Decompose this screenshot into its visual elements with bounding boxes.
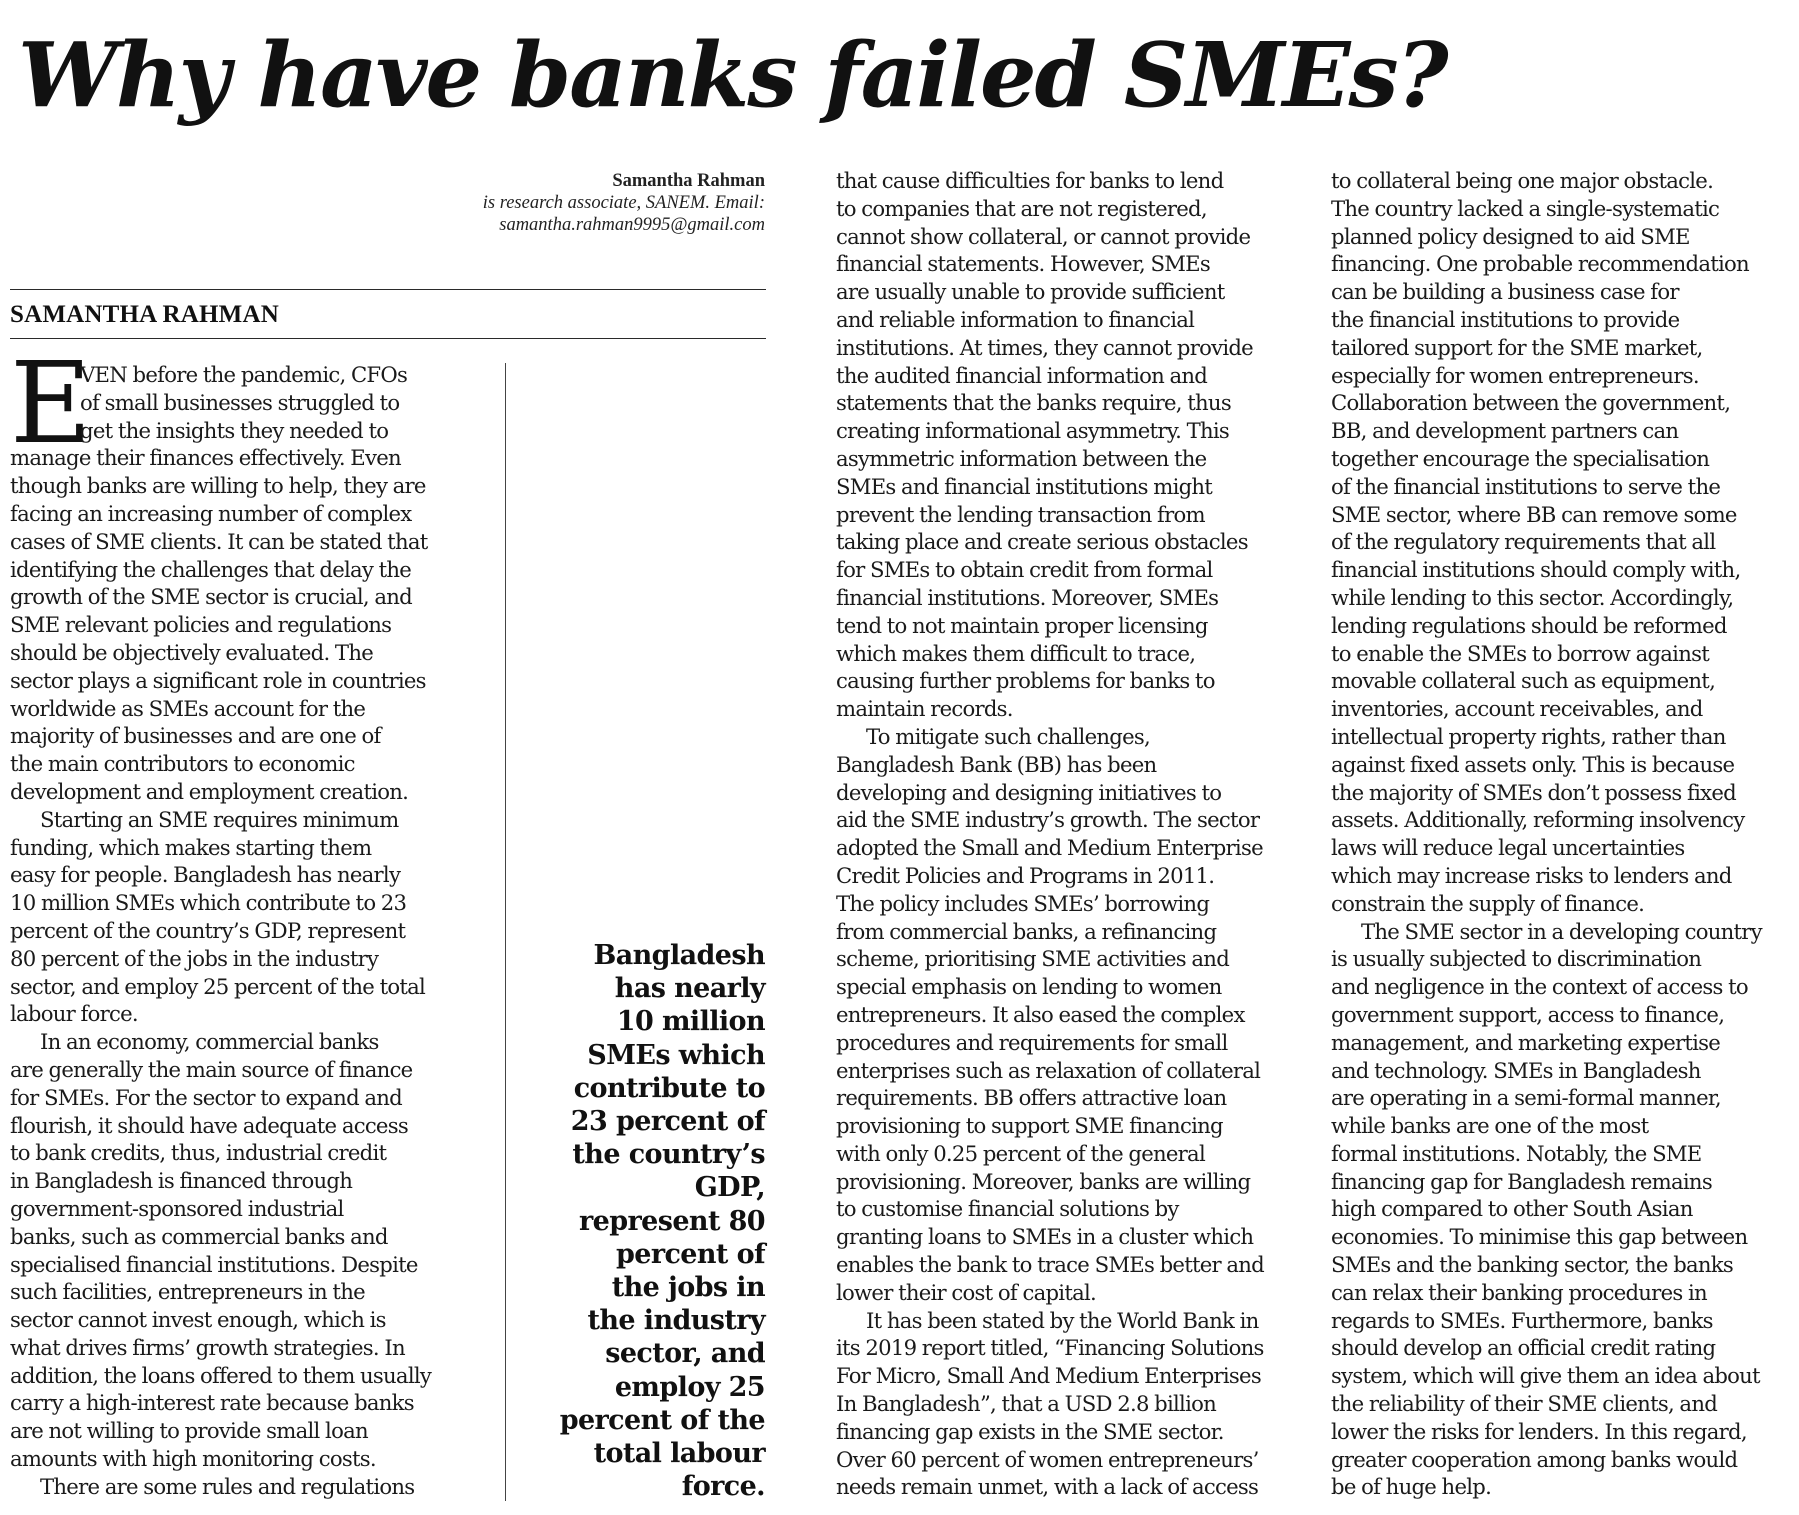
- text-line: system, which will give them an idea about: [1331, 1363, 1760, 1389]
- pull-quote-line: GDP,: [694, 1172, 765, 1204]
- article-column-3: [1331, 167, 1791, 1501]
- text-line: percent of the country’s GDP, represent: [10, 917, 406, 943]
- text-line: which may increase risks to lenders and: [1331, 862, 1732, 888]
- text-line: financing gap exists in the SME sector.: [836, 1418, 1224, 1444]
- pull-quote-line: contribute to: [573, 1072, 765, 1104]
- text-line: facing an increasing number of complex: [10, 500, 412, 526]
- text-line: inventories, account receivables, and: [1331, 696, 1703, 722]
- text-line: The country lacked a single-systematic: [1331, 195, 1720, 221]
- text-line: of small businesses struggled to: [80, 389, 400, 415]
- text-line: There are some rules and regulations: [40, 1473, 415, 1499]
- text-line: to collateral being one major obstacle.: [1331, 168, 1714, 193]
- text-line: to customise financial solutions by: [836, 1196, 1179, 1222]
- text-line: are generally the main source of finance: [10, 1056, 413, 1082]
- text-line: cannot show collateral, or cannot provide: [836, 223, 1251, 249]
- text-line: to companies that are not registered,: [836, 195, 1207, 221]
- text-line: growth of the SME sector is crucial, and: [10, 584, 412, 610]
- text-line: while lending to this sector. Accordingly,: [1331, 584, 1734, 610]
- text-line: financial institutions. Moreover, SMEs: [836, 584, 1219, 610]
- text-line: government support, access to finance,: [1331, 1001, 1725, 1027]
- text-line: To mitigate such challenges,: [866, 723, 1150, 749]
- article-headline: Why have banks failed SMEs?: [18, 22, 1447, 127]
- text-line: greater cooperation among banks would: [1331, 1446, 1738, 1472]
- text-line: is usually subjected to discrimination: [1331, 946, 1702, 972]
- text-line: are not willing to provide small loan: [10, 1418, 368, 1444]
- text-line: the financial institutions to provide: [1331, 306, 1680, 332]
- text-line: specialised financial institutions. Despite: [10, 1251, 418, 1277]
- text-line: formal institutions. Notably, the SME: [1331, 1140, 1702, 1166]
- text-line: high compared to other South Asian: [1331, 1196, 1693, 1222]
- text-line: financial statements. However, SMEs: [836, 251, 1211, 277]
- pull-quote-line: 23 percent of: [570, 1106, 765, 1138]
- text-line: lower the risks for lenders. In this regard,: [1331, 1418, 1747, 1444]
- text-line: addition, the loans offered to them usually: [10, 1362, 432, 1388]
- text-line: For Micro, Small And Medium Enterprises: [836, 1363, 1261, 1389]
- text-line: against fixed assets only. This is because: [1331, 751, 1735, 777]
- text-line: VEN before the pandemic, CFOs: [80, 362, 408, 387]
- text-line: to enable the SMEs to borrow against: [1331, 640, 1709, 666]
- drop-cap: E: [10, 339, 92, 469]
- text-line: enables the bank to trace SMEs better and: [836, 1252, 1264, 1278]
- text-line: amounts with high monitoring costs.: [10, 1446, 376, 1472]
- text-line: SME relevant policies and regulations: [10, 612, 392, 638]
- text-line: and negligence in the context of access to: [1331, 974, 1748, 1000]
- text-line: lower their cost of capital.: [836, 1279, 1096, 1305]
- author-bio-role: is research associate, SANEM. Email:: [482, 193, 765, 213]
- text-line: sector plays a significant role in countries: [10, 667, 426, 693]
- text-line: easy for people. Bangladesh has nearly: [10, 862, 401, 888]
- pull-quote-line: percent of the: [559, 1404, 765, 1436]
- text-line: its 2019 report titled, “Financing Solutions: [836, 1335, 1264, 1361]
- column-divider: [505, 363, 506, 1501]
- text-line: development and employment creation.: [10, 778, 409, 804]
- pull-quote-line: the country’s: [572, 1139, 765, 1171]
- author-bio: [380, 170, 765, 236]
- text-line: It has been stated by the World Bank in: [866, 1307, 1259, 1333]
- text-line: financing gap for Bangladesh remains: [1331, 1168, 1712, 1194]
- text-line: though banks are willing to help, they are: [10, 473, 426, 499]
- byline-bottom-rule: [10, 338, 766, 339]
- byline: SAMANTHA RAHMAN: [10, 301, 279, 328]
- text-line: In Bangladesh”, that a USD 2.8 billion: [836, 1391, 1216, 1417]
- pull-quote-line: force.: [681, 1471, 765, 1503]
- text-line: government-sponsored industrial: [10, 1195, 344, 1221]
- text-line: and reliable information to financial: [836, 306, 1195, 332]
- pull-quote-line: employ 25: [614, 1371, 765, 1403]
- text-line: adopted the Small and Medium Enterprise: [836, 835, 1263, 861]
- text-line: sector, and employ 25 percent of the total: [10, 973, 426, 999]
- text-line: the main contributors to economic: [10, 751, 355, 777]
- text-line: get the insights they needed to: [80, 417, 389, 443]
- text-line: can relax their banking procedures in: [1331, 1279, 1707, 1305]
- text-line: cases of SME clients. It can be stated that: [10, 528, 428, 554]
- text-line: worldwide as SMEs account for the: [10, 695, 366, 721]
- text-line: prevent the lending transaction from: [836, 501, 1205, 527]
- text-line: SME sector, where BB can remove some: [1331, 501, 1737, 527]
- text-line: together encourage the specialisation: [1331, 445, 1710, 471]
- pull-quote-line: SMEs which: [587, 1039, 765, 1071]
- text-line: management, and marketing expertise: [1331, 1029, 1721, 1055]
- text-line: banks, such as commercial banks and: [10, 1223, 388, 1249]
- text-line: in Bangladesh is financed through: [10, 1168, 353, 1194]
- byline-top-rule: [10, 289, 766, 290]
- text-line: tailored support for the SME market,: [1331, 334, 1703, 360]
- text-line: SMEs and the banking sector, the banks: [1331, 1252, 1733, 1278]
- text-line: taking place and create serious obstacles: [836, 529, 1248, 555]
- text-line: carry a high-interest rate because banks: [10, 1390, 414, 1416]
- text-line: with only 0.25 percent of the general: [836, 1140, 1205, 1166]
- text-line: 10 million SMEs which contribute to 23: [10, 890, 407, 916]
- author-bio-email: samantha.rahman9995@gmail.com: [499, 215, 765, 235]
- text-line: identifying the challenges that delay the: [10, 556, 412, 582]
- text-line: SMEs and financial institutions might: [836, 473, 1213, 499]
- text-line: for SMEs. For the sector to expand and: [10, 1084, 402, 1110]
- text-line: flourish, it should have adequate access: [10, 1112, 408, 1138]
- text-line: Over 60 percent of women entrepreneurs’: [836, 1446, 1259, 1472]
- article-column-1: [10, 339, 482, 1501]
- text-line: granting loans to SMEs in a cluster which: [836, 1224, 1254, 1250]
- text-line: movable collateral such as equipment,: [1331, 668, 1716, 694]
- text-line: The SME sector in a developing country: [1361, 918, 1762, 944]
- pull-quote-line: represent 80: [579, 1205, 765, 1237]
- pull-quote-line: percent of: [615, 1238, 765, 1270]
- text-line: what drives firms’ growth strategies. In: [10, 1334, 405, 1360]
- text-line: be of huge help.: [1331, 1474, 1492, 1500]
- text-line: provisioning to support SME financing: [836, 1113, 1223, 1139]
- text-line: majority of businesses and are one of: [10, 723, 381, 749]
- text-line: laws will reduce legal uncertainties: [1331, 835, 1685, 861]
- author-bio-name: Samantha Rahman: [612, 171, 765, 191]
- text-line: In an economy, commercial banks: [40, 1029, 379, 1055]
- article-column-2: [836, 167, 1306, 1501]
- text-line: BB, and development partners can: [1331, 418, 1679, 444]
- text-line: entrepreneurs. It also eased the complex: [836, 1001, 1245, 1027]
- text-line: the majority of SMEs don’t possess fixed: [1331, 779, 1736, 805]
- text-line: regards to SMEs. Furthermore, banks: [1331, 1307, 1713, 1333]
- pull-quote-line: sector, and: [605, 1338, 765, 1370]
- text-line: economies. To minimise this gap between: [1331, 1224, 1748, 1250]
- pull-quote-line: the jobs in: [611, 1272, 765, 1304]
- pull-quote-line: has nearly: [614, 973, 765, 1005]
- text-line: should be objectively evaluated. The: [10, 639, 373, 665]
- text-line: enterprises such as relaxation of collateral: [836, 1057, 1261, 1083]
- text-line: especially for women entrepreneurs.: [1331, 362, 1699, 388]
- text-line: requirements. BB offers attractive loan: [836, 1085, 1227, 1111]
- text-line: needs remain unmet, with a lack of access: [836, 1474, 1259, 1500]
- text-line: assets. Additionally, reforming insolvency: [1331, 807, 1745, 833]
- text-line: funding, which makes starting them: [10, 834, 372, 860]
- pull-quote-line: 10 million: [616, 1006, 765, 1038]
- text-line: manage their finances effectively. Even: [10, 445, 401, 471]
- text-line: Credit Policies and Programs in 2011.: [836, 862, 1215, 888]
- text-line: which makes them difficult to trace,: [836, 640, 1196, 666]
- text-line: sector cannot invest enough, which is: [10, 1307, 386, 1333]
- text-line: statements that the banks require, thus: [836, 390, 1231, 416]
- text-line: Starting an SME requires minimum: [40, 806, 399, 832]
- text-line: scheme, prioritising SME activities and: [836, 946, 1230, 972]
- text-line: lending regulations should be reformed: [1331, 612, 1727, 638]
- text-line: for SMEs to obtain credit from formal: [836, 557, 1213, 583]
- text-line: from commercial banks, a refinancing: [836, 918, 1217, 944]
- pull-quote-line: Bangladesh: [593, 940, 765, 971]
- text-line: the audited financial information and: [836, 362, 1208, 388]
- text-line: are usually unable to provide sufficient: [836, 279, 1225, 305]
- text-line: constrain the supply of finance.: [1331, 890, 1645, 916]
- text-line: of the financial institutions to serve the: [1331, 473, 1721, 499]
- text-line: The policy includes SMEs’ borrowing: [836, 890, 1210, 916]
- text-line: creating informational asymmetry. This: [836, 418, 1229, 444]
- text-line: planned policy designed to aid SME: [1331, 223, 1690, 249]
- text-line: provisioning. Moreover, banks are willing: [836, 1168, 1251, 1194]
- text-line: the reliability of their SME clients, and: [1331, 1391, 1718, 1417]
- text-line: Collaboration between the government,: [1331, 390, 1731, 416]
- text-line: can be building a business case for: [1331, 279, 1679, 305]
- text-line: financial institutions should comply with,: [1331, 557, 1741, 583]
- text-line: special emphasis on lending to women: [836, 974, 1222, 1000]
- text-line: causing further problems for banks to: [836, 668, 1215, 694]
- text-line: and technology. SMEs in Bangladesh: [1331, 1057, 1701, 1083]
- text-line: financing. One probable recommendation: [1331, 251, 1749, 277]
- text-line: to bank credits, thus, industrial credit: [10, 1140, 387, 1166]
- text-line: Bangladesh Bank (BB) has been: [836, 751, 1157, 777]
- pull-quote: [525, 939, 765, 1503]
- text-line: while banks are one of the most: [1331, 1113, 1649, 1139]
- pull-quote-line: total labour: [593, 1438, 765, 1470]
- text-line: are operating in a semi-formal manner,: [1331, 1085, 1721, 1111]
- text-line: intellectual property rights, rather than: [1331, 723, 1726, 749]
- text-line: asymmetric information between the: [836, 445, 1207, 471]
- text-line: of the regulatory requirements that all: [1331, 529, 1716, 555]
- text-line: procedures and requirements for small: [836, 1029, 1228, 1055]
- text-line: institutions. At times, they cannot provide: [836, 334, 1253, 360]
- text-line: maintain records.: [836, 696, 1013, 722]
- text-line: developing and designing initiatives to: [836, 779, 1222, 805]
- text-line: that cause difficulties for banks to lend: [836, 168, 1224, 193]
- text-line: tend to not maintain proper licensing: [836, 612, 1208, 638]
- text-line: aid the SME industry’s growth. The sector: [836, 807, 1260, 833]
- text-line: should develop an official credit rating: [1331, 1335, 1716, 1361]
- text-line: such facilities, entrepreneurs in the: [10, 1279, 365, 1305]
- text-line: labour force.: [10, 1001, 138, 1027]
- text-line: 80 percent of the jobs in the industry: [10, 945, 379, 971]
- pull-quote-line: the industry: [587, 1305, 765, 1337]
